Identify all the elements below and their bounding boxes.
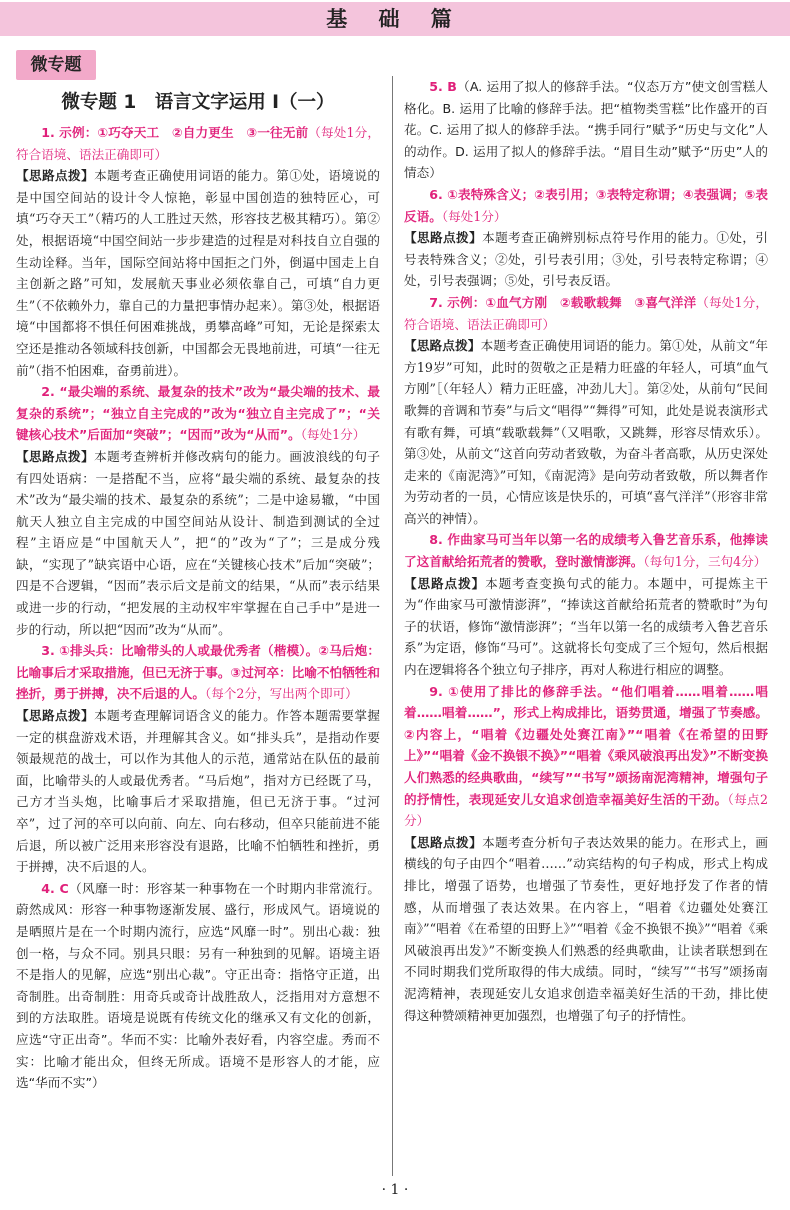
- answer-2: 2. “最尖端的系统、最复杂的技术”改为“最尖端的技术、最复杂的系统”；“独立自主完成的”改为“独立自主完成了”；“关键核心技术”后面加“突破”；“因而”改为“从而”。（每处1分）: [16, 384, 380, 443]
- answer-8: 8. 作曲家马可当年以第一名的成绩考入鲁艺音乐系，他捧读了这首献给拓荒者的赞歌，登时激情澎湃。（每句1分，三句4分）: [404, 532, 768, 570]
- left-column: [16, 90, 380, 1094]
- right-column: [404, 76, 768, 1026]
- analysis-9: 【思路点拨】本题考查分析句子表达效果的能力。在形式上，画横线的句子由四个“唱着……”动宾结构的句子构成，形式上构成排比，增强了语势，也增强了节奏性，更好地抒发了作者的情感，从而增强了表达效果。在内容上，“唱着《边疆处处赛江南》”“唱着《在希望的田野上》”“唱着《金不换银不换》”“唱着《乘风破浪再出发》”不断变换人们熟悉的经典歌曲，让读者联想到在不同时期我们党所取得的伟大成绩。同时，“续写”“书写”颂扬南泥湾精神，表现延安儿女追求创造幸福美好生活的干劲，排比使得这种赞颂精神更加强烈，也增强了句子的抒情性。: [404, 834, 769, 1023]
- page-number: · 1 ·: [381, 1182, 409, 1198]
- analysis-7: 【思路点拨】本题考查正确使用词语的能力。第①处，从前文“年方19岁”可知，此时的贺敬之正是精力旺盛的年轻人，可填“血气方刚”［（年轻人）精力正旺盛，冲劲儿大］。第②处，从前句“民间歌舞的音调和节奏”与后文“唱得”“舞得”可知，此处是说表演形式有歌有舞，可填“载歌载舞”（又唱歌，又跳舞，形容尽情欢乐）。第③处，从前文“这首向劳动者致敬，为奋斗者高歌，从历史深处走来的《南泥湾》”可知，《南泥湾》是向劳动者致敬，所以舞者作为劳动者的一员，心情应该是快乐的，可填“喜气洋洋”（形容非常高兴的神情）。: [404, 338, 768, 526]
- answer-5: 5. B（A. 运用了拟人的修辞手法。“仪态万方”使文创雪糕人格化。B. 运用了比喻的修辞手法。把“植物类雪糕”比作盛开的百花。C. 运用了拟人的修辞手法。“携手同行”赋予“历史与文化”人的动作。D. 运用了拟人的修辞手法。“眉目生动”赋予“历史”人的情态）: [404, 79, 768, 181]
- analysis-2: 【思路点拨】本题考查辨析并修改病句的能力。画波浪线的句子有四处语病：一是搭配不当，应将“最尖端的系统、最复杂的技术”改为“最尖端的技术、最复杂的系统”；二是中途易辙，“中国航天人独立自主完成的中国空间站从设计、制造到测试的全过程”主语应是“中国航天人”，把“的”改为“了”；三是成分残缺，“实现了”缺宾语中心语，应在“关键核心技术”后加“突破”；四是不合逻辑，“因而”表示后文是前文的结果，“从而”表示结果或进一步的行动，“把发展的主动权牢牢掌握在自己手中”是进一步的行动，所以把“因而”改为“从而”。: [16, 448, 381, 637]
- answer-4: 4. C（风靡一时：形容某一种事物在一个时期内非常流行。蔚然成风：形容一种事物逐渐发展、盛行，形成风气。语境说的是晒照片是在一个时期内流行，应选“风靡一时”。别出心裁：独创一格，与众不同。别具只眼：另有一种独到的见解。语境主语不是指人的见解，应选“别出心裁”。守正出奇：指恪守正道，出奇制胜。出奇制胜：用奇兵或奇计战胜敌人，泛指用对方意想不到的方法取胜。语境是说既有传统文化的继承又有文化的创新，应选“守正出奇”。华而不实：比喻外表好看，内容空虚。秀而不实：比喻才能出众，但终无所成。语境不是形容人的才能，应选“华而不实”）: [16, 880, 380, 1091]
- answer-9: 9. ①使用了排比的修辞手法。“他们唱着……唱着……唱着……唱着……”，形式上构成排比，语势贯通，增强了节奏感。②内容上，“唱着《边疆处处赛江南》”“唱着《在希望的田野上》”“唱着《金不换银不换》”“唱着《乘风破浪再出发》”不断变换人们熟悉的经典歌曲，“续写”“书写”颂扬南泥湾精神，增强句子的抒情性，表现延安儿女追求创造幸福美好生活的干劲。（每点2分）: [404, 683, 768, 829]
- answer-7: 7. 示例：①血气方刚 ②载歌载舞 ③喜气洋洋（每处1分，符合语境、语法正确即可）: [404, 294, 768, 332]
- answer-3: 3. ①排头兵：比喻带头的人或最优秀者（楷模）。②马后炮：比喻事后才采取措施，但已无济于事。③过河卒：比喻不怕牺牲和挫折，勇于拼搏，决不后退的人。（每个2分，写出两个即可）: [16, 643, 380, 702]
- page-title: 微专题 1 语言文字运用 Ⅰ（一）: [61, 92, 335, 113]
- answer-1: 1. 示例：①巧夺天工 ②自力更生 ③一往无前（每处1分，符合语境、语法正确即可）: [16, 125, 380, 162]
- answer-6: 6. ①表特殊含义；②表引用；③表特定称谓；④表强调；⑤表反语。（每处1分）: [404, 186, 768, 224]
- analysis-1: 【思路点拨】本题考查正确使用词语的能力。第①处，语境说的是中国空间站的设计令人惊艳，彰显中国创造的独特匠心，可填“巧夺天工”（精巧的人工胜过天然，形容技艺极其精巧）。第②处，根据语境“中国空间站一步步建造的过程是对科技自立自强的生动诠释。当年，国际空间站将中国拒之门外，倒逼中国走上自主创新之路”可知，发展航天事业必须依靠自己，可填“自力更生”（不依赖外力，靠自己的力量把事情办起来）。第③处，根据语境“中国都将不惧任何困难挑战，勇攀高峰”可知，无论是探索太空还是推动各领域科技创新，中国都会无畏地前进，可填“一往无前”（指不怕困难，奋勇前进）。: [16, 168, 381, 378]
- analysis-6: 【思路点拨】本题考查正确辨别标点符号作用的能力。①处，引号表特殊含义；②处，引号表引用；③处，引号表特定称谓；④处，引号表强调；⑤处，引号表反语。: [404, 230, 769, 289]
- analysis-3: 【思路点拨】本题考查理解词语含义的能力。作答本题需要掌握一定的棋盘游戏术语，并理解其含义。如“排头兵”，是指动作要领最规范的战士，可以作为其他人的示范，通常站在队伍的最前面，比喻带头的人或最优秀者。“马后炮”，指对方已经既了马，己方才当头炮，比喻事后才采取措施，但已无济于事。“过河卒”，过了河的卒可以向前、向左、向右移动，但卒只能前进不能后退，所以被广泛用来形容没有退路，比喻不怕牺牲和挫折，勇于拼搏，决不后退的人。: [16, 708, 381, 875]
- analysis-8: 【思路点拨】本题考查变换句式的能力。本题中，可提炼主干为“作曲家马可激情澎湃”，“捧读这首献给拓荒者的赞歌时”为句子的状语，修饰“激情澎湃”；“当年以第一名的成绩考入鲁艺音乐系”为定语，修饰“马可”。这就将长句变成了三个短句，然后根据内在逻辑将各个独立句子排序，再对人称进行相应的调整。: [404, 575, 768, 678]
- topic-tag: 微专题: [16, 50, 96, 80]
- section-banner: 基 础 篇: [0, 2, 790, 36]
- column-divider: [392, 76, 393, 1176]
